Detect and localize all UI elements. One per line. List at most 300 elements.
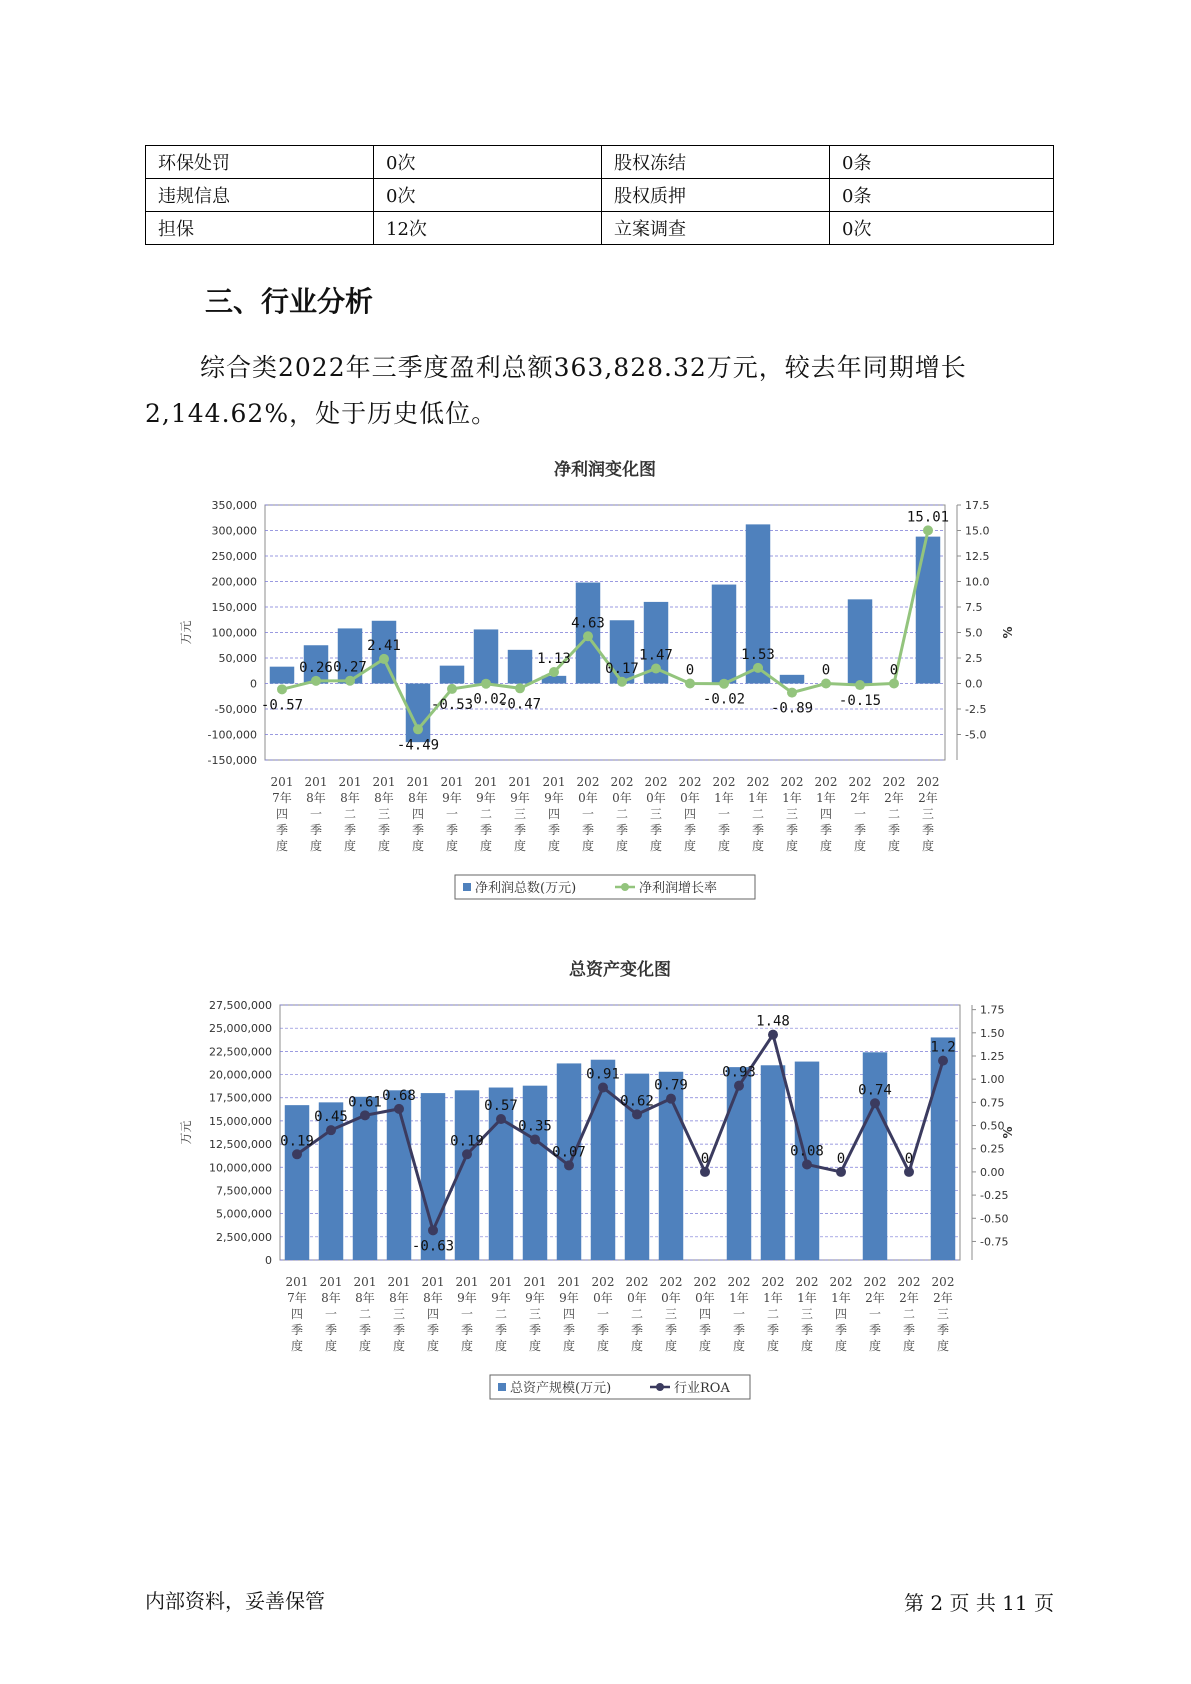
y-tick-label: 2,500,000: [216, 1230, 272, 1244]
data-label: 0.35: [518, 1118, 552, 1135]
table-row: [146, 179, 1054, 212]
x-tick-label: 三: [513, 807, 527, 821]
x-tick-label: 度: [834, 1339, 848, 1353]
x-tick-label: 度: [615, 839, 629, 853]
x-tick-label: 度: [290, 1339, 304, 1353]
x-tick-label: 202: [678, 775, 702, 789]
x-tick-label: 季: [426, 1323, 440, 1337]
table-cell-value: 0次: [374, 146, 602, 179]
x-tick-label: 度: [936, 1339, 950, 1353]
x-tick-label: 202: [644, 775, 668, 789]
x-tick-label: 四: [698, 1307, 712, 1321]
y-tick-label: 0: [250, 677, 257, 691]
x-tick-label: 三: [800, 1307, 814, 1321]
x-tick-label: 202: [931, 1275, 955, 1289]
y-tick-label: -100,000: [207, 728, 257, 742]
data-point: [787, 688, 797, 698]
data-label: 0.91: [586, 1066, 620, 1083]
y2-tick-label: 1.75: [980, 1003, 1005, 1017]
bar: [285, 1105, 309, 1260]
x-tick-label: 9年: [559, 1291, 579, 1305]
x-tick-label: 202: [814, 775, 838, 789]
data-point: [530, 1134, 540, 1144]
x-tick-label: 一: [460, 1307, 474, 1321]
data-label: 1.47: [639, 647, 673, 664]
data-label: 1.13: [537, 650, 571, 667]
x-tick-label: 9年: [525, 1291, 545, 1305]
chart-legend: [490, 1375, 750, 1399]
x-tick-label: 度: [596, 1339, 610, 1353]
x-tick-label: 三: [649, 807, 663, 821]
data-point: [889, 679, 899, 689]
x-tick-label: 季: [324, 1323, 338, 1337]
x-tick-label: 季: [751, 823, 765, 837]
x-tick-label: 201: [270, 775, 294, 789]
y-tick-label: 150,000: [211, 601, 257, 614]
x-tick-label: 度: [664, 1339, 678, 1353]
y-tick-label: 27,500,000: [209, 999, 272, 1012]
x-tick-label: 三: [936, 1307, 950, 1321]
data-point: [311, 676, 321, 686]
x-tick-label: 四: [426, 1307, 440, 1321]
x-tick-label: 季: [513, 823, 527, 837]
x-tick-label: 8年: [340, 791, 360, 805]
data-point: [447, 684, 457, 694]
table-cell-value: 0次: [830, 212, 1054, 245]
bar: [727, 1067, 751, 1260]
x-tick-label: 季: [853, 823, 867, 837]
y-tick-label: -50,000: [214, 703, 257, 716]
legend-label: 总资产规模(万元): [510, 1381, 612, 1396]
legend-dot-swatch: [621, 883, 629, 891]
x-tick-label: 8年: [389, 1291, 409, 1305]
x-tick-label: 季: [528, 1323, 542, 1337]
x-tick-label: 0年: [612, 791, 632, 805]
x-tick-label: 季: [392, 1323, 406, 1337]
x-tick-label: 202: [916, 775, 940, 789]
x-tick-label: 季: [732, 1323, 746, 1337]
y-tick-label: 5,000,000: [216, 1207, 272, 1221]
x-tick-label: 度: [513, 839, 527, 853]
x-tick-label: 8年: [408, 791, 428, 805]
y2-tick-label: -2.5: [965, 703, 987, 716]
x-tick-label: 一: [853, 807, 867, 821]
y-tick-label: 300,000: [211, 524, 257, 538]
x-tick-label: 季: [494, 1323, 508, 1337]
table-cell-value: 0条: [830, 146, 1054, 179]
net-profit-chart: [150, 455, 1030, 915]
x-tick-label: 季: [445, 823, 459, 837]
data-label: 1.2: [930, 1039, 956, 1056]
table-cell-label: 股权质押: [602, 179, 830, 212]
data-point: [428, 1225, 438, 1235]
x-tick-label: 度: [649, 839, 663, 853]
x-tick-label: 季: [921, 823, 935, 837]
y-tick-label: 7,500,000: [216, 1184, 272, 1198]
x-tick-label: 2年: [918, 791, 938, 805]
x-tick-label: 季: [868, 1323, 882, 1337]
x-tick-label: 度: [800, 1339, 814, 1353]
data-label: -0.57: [260, 697, 304, 714]
x-tick-label: 9年: [491, 1291, 511, 1305]
x-tick-label: 0年: [661, 1291, 681, 1305]
x-tick-label: 1年: [797, 1291, 817, 1305]
bar: [353, 1097, 377, 1260]
y-tick-label: 0: [265, 1254, 272, 1267]
x-tick-label: 一: [309, 807, 323, 821]
x-tick-label: 0年: [695, 1291, 715, 1305]
x-tick-label: 二: [479, 807, 493, 821]
x-tick-label: 202: [591, 1275, 615, 1289]
data-point: [360, 1110, 370, 1120]
x-tick-label: 四: [683, 807, 697, 821]
footer-confidential: 内部资料，妥善保管: [145, 1589, 325, 1613]
y-tick-label: 17,500,000: [209, 1091, 272, 1105]
y2-tick-label: 2.5: [965, 652, 983, 665]
table-cell-label: 担保: [146, 212, 374, 245]
y-axis-label: 万元: [179, 620, 193, 645]
x-tick-label: 度: [528, 1339, 542, 1353]
x-tick-label: 度: [445, 839, 459, 853]
y-tick-label: 250,000: [211, 550, 257, 563]
y2-tick-label: -5.0: [965, 728, 987, 742]
x-tick-label: 201: [372, 775, 396, 789]
chart-title: 总资产变化图: [569, 960, 671, 980]
data-label: 0.45: [314, 1109, 348, 1126]
x-tick-label: 一: [868, 1307, 882, 1321]
legend-dot-swatch: [656, 1383, 664, 1391]
x-tick-label: 度: [921, 839, 935, 853]
bar: [712, 585, 736, 684]
data-label: 4.63: [571, 615, 605, 632]
x-tick-label: 2年: [899, 1291, 919, 1305]
x-tick-label: 度: [358, 1339, 372, 1353]
legend-bar-swatch: [463, 883, 471, 891]
x-tick-label: 201: [508, 775, 532, 789]
y2-axis-label: %: [1001, 626, 1015, 639]
data-label: -0.63: [411, 1238, 455, 1255]
data-label: 0.27: [333, 659, 367, 676]
y2-tick-label: 0.75: [980, 1096, 1005, 1110]
x-tick-label: 201: [319, 1275, 343, 1289]
x-tick-label: 季: [309, 823, 323, 837]
data-label: 2.41: [367, 637, 401, 654]
x-tick-label: 季: [630, 1323, 644, 1337]
data-label: 0.17: [605, 660, 639, 677]
data-label: -0.02: [464, 691, 508, 708]
data-point: [413, 724, 423, 734]
x-tick-label: 1年: [729, 1291, 749, 1305]
x-tick-label: 度: [309, 839, 323, 853]
x-tick-label: 季: [698, 1323, 712, 1337]
x-tick-label: 季: [377, 823, 391, 837]
x-tick-label: 202: [829, 1275, 853, 1289]
x-tick-label: 度: [324, 1339, 338, 1353]
x-tick-label: 202: [576, 775, 600, 789]
data-label: 0.93: [722, 1064, 756, 1081]
risk-info-table: [145, 145, 1054, 245]
y2-tick-label: 0.00: [980, 1165, 1005, 1179]
data-label: 0.19: [280, 1133, 314, 1150]
x-tick-label: 季: [800, 1323, 814, 1337]
x-tick-label: 201: [387, 1275, 411, 1289]
y-tick-label: 50,000: [218, 652, 257, 665]
table-row: [146, 146, 1054, 179]
y-tick-label: 350,000: [211, 499, 257, 512]
y-tick-label: -150,000: [207, 754, 257, 767]
x-tick-label: 季: [649, 823, 663, 837]
data-point: [923, 525, 933, 535]
x-tick-label: 202: [897, 1275, 921, 1289]
data-point: [277, 684, 287, 694]
data-label: 0.26: [299, 659, 333, 676]
x-tick-label: 0年: [627, 1291, 647, 1305]
x-tick-label: 季: [664, 1323, 678, 1337]
x-tick-label: 201: [489, 1275, 513, 1289]
x-tick-label: 季: [615, 823, 629, 837]
table-cell-label: 违规信息: [146, 179, 374, 212]
x-tick-label: 201: [353, 1275, 377, 1289]
y2-tick-label: 1.25: [980, 1050, 1005, 1063]
data-label: -0.53: [430, 696, 474, 713]
x-tick-label: 度: [853, 839, 867, 853]
data-point: [821, 679, 831, 689]
table-cell-label: 股权冻结: [602, 146, 830, 179]
x-tick-label: 度: [683, 839, 697, 853]
x-tick-label: 季: [936, 1323, 950, 1337]
y2-tick-label: 12.5: [965, 550, 990, 563]
data-point: [734, 1081, 744, 1091]
x-tick-label: 季: [343, 823, 357, 837]
x-tick-label: 一: [445, 807, 459, 821]
y2-tick-label: 7.5: [965, 601, 983, 614]
data-label: 0.79: [654, 1077, 688, 1094]
data-point: [651, 664, 661, 674]
x-tick-label: 201: [421, 1275, 445, 1289]
data-point: [598, 1083, 608, 1093]
x-tick-label: 9年: [457, 1291, 477, 1305]
x-tick-label: 季: [562, 1323, 576, 1337]
x-tick-label: 2年: [865, 1291, 885, 1305]
x-tick-label: 度: [630, 1339, 644, 1353]
x-tick-label: 季: [902, 1323, 916, 1337]
x-tick-label: 202: [610, 775, 634, 789]
x-tick-label: 201: [523, 1275, 547, 1289]
x-tick-label: 201: [440, 775, 464, 789]
x-tick-label: 一: [324, 1307, 338, 1321]
x-tick-label: 202: [625, 1275, 649, 1289]
x-tick-label: 季: [275, 823, 289, 837]
data-point: [753, 663, 763, 673]
y-tick-label: 20,000,000: [209, 1068, 272, 1082]
x-tick-label: 季: [819, 823, 833, 837]
data-point: [719, 679, 729, 689]
x-tick-label: 季: [834, 1323, 848, 1337]
x-tick-label: 0年: [680, 791, 700, 805]
x-tick-label: 1年: [763, 1291, 783, 1305]
x-tick-label: 201: [542, 775, 566, 789]
y2-tick-label: -0.75: [980, 1235, 1009, 1249]
x-tick-label: 8年: [374, 791, 394, 805]
x-tick-label: 度: [562, 1339, 576, 1353]
bar: [780, 675, 804, 684]
bar: [848, 599, 872, 683]
x-tick-label: 度: [887, 839, 901, 853]
x-tick-label: 8年: [423, 1291, 443, 1305]
x-tick-label: 202: [659, 1275, 683, 1289]
y-tick-label: 12,500,000: [209, 1138, 272, 1152]
y2-tick-label: 5.0: [965, 626, 983, 640]
x-tick-label: 1年: [714, 791, 734, 805]
data-point: [564, 1160, 574, 1170]
x-tick-label: 二: [615, 807, 629, 821]
data-label: 0.08: [790, 1143, 824, 1160]
x-tick-label: 202: [761, 1275, 785, 1289]
data-label: 0: [836, 1150, 846, 1167]
x-tick-label: 1年: [831, 1291, 851, 1305]
footer-page-number: 第 2 页 共 11 页: [904, 1591, 1054, 1615]
data-point: [379, 654, 389, 664]
data-label: -0.15: [838, 693, 882, 710]
x-tick-label: 201: [338, 775, 362, 789]
x-tick-label: 季: [547, 823, 561, 837]
table-cell-value: 0次: [374, 179, 602, 212]
x-tick-label: 度: [411, 839, 425, 853]
data-point: [345, 676, 355, 686]
bar: [523, 1086, 547, 1260]
data-point: [904, 1167, 914, 1177]
x-tick-label: 8年: [321, 1291, 341, 1305]
plot-area: [280, 1005, 960, 1260]
x-tick-label: 三: [785, 807, 799, 821]
x-tick-label: 1年: [748, 791, 768, 805]
data-label: 1.48: [756, 1013, 790, 1030]
x-tick-label: 季: [358, 1323, 372, 1337]
chart-legend: [455, 875, 755, 899]
bar: [931, 1037, 955, 1260]
data-point: [462, 1149, 472, 1159]
table-row: [146, 212, 1054, 245]
y2-tick-label: -0.50: [980, 1212, 1009, 1226]
x-tick-label: 二: [630, 1307, 644, 1321]
x-tick-label: 度: [785, 839, 799, 853]
data-label: 0: [700, 1150, 710, 1167]
y-tick-label: 10,000,000: [209, 1161, 272, 1175]
table-cell-value: 12次: [374, 212, 602, 245]
data-label: 15.01: [906, 509, 950, 526]
x-tick-label: 季: [683, 823, 697, 837]
y2-tick-label: 0.25: [980, 1142, 1005, 1156]
x-tick-label: 度: [902, 1339, 916, 1353]
x-tick-label: 三: [528, 1307, 542, 1321]
x-tick-label: 四: [562, 1307, 576, 1321]
total-assets-chart: [150, 955, 1030, 1415]
x-tick-label: 二: [751, 807, 765, 821]
x-tick-label: 季: [411, 823, 425, 837]
data-label: 0.74: [858, 1082, 892, 1099]
y2-tick-label: 1.00: [980, 1073, 1005, 1087]
x-tick-label: 度: [460, 1339, 474, 1353]
data-point: [496, 1114, 506, 1124]
x-tick-label: 201: [474, 775, 498, 789]
data-point: [292, 1149, 302, 1159]
data-label: 0: [889, 662, 899, 679]
data-point: [481, 679, 491, 689]
data-point: [802, 1159, 812, 1169]
legend-label: 净利润总数(万元): [475, 881, 577, 896]
table-cell-label: 环保处罚: [146, 146, 374, 179]
x-tick-label: 202: [848, 775, 872, 789]
x-tick-label: 度: [732, 1339, 746, 1353]
data-label: 0.57: [484, 1098, 518, 1115]
y2-tick-label: 0.0: [965, 677, 983, 691]
x-tick-label: 2年: [933, 1291, 953, 1305]
data-label: 0.68: [382, 1087, 416, 1104]
chart-svg: [150, 955, 1030, 1415]
x-tick-label: 度: [547, 839, 561, 853]
y-tick-label: 100,000: [211, 626, 257, 640]
table-cell-label: 立案调查: [602, 212, 830, 245]
x-tick-label: 二: [766, 1307, 780, 1321]
data-point: [515, 683, 525, 693]
x-tick-label: 二: [902, 1307, 916, 1321]
x-tick-label: 三: [392, 1307, 406, 1321]
x-tick-label: 季: [581, 823, 595, 837]
x-tick-label: 202: [863, 1275, 887, 1289]
x-tick-label: 四: [275, 807, 289, 821]
x-tick-label: 201: [304, 775, 328, 789]
data-label: -4.49: [396, 737, 440, 754]
data-point: [666, 1094, 676, 1104]
x-tick-label: 一: [596, 1307, 610, 1321]
x-tick-label: 202: [712, 775, 736, 789]
legend-label: 净利润增长率: [639, 881, 718, 896]
x-tick-label: 四: [290, 1307, 304, 1321]
x-tick-label: 度: [392, 1339, 406, 1353]
data-label: 0.07: [552, 1144, 586, 1161]
x-tick-label: 9年: [544, 791, 564, 805]
x-tick-label: 二: [494, 1307, 508, 1321]
x-tick-label: 1年: [782, 791, 802, 805]
data-point: [768, 1030, 778, 1040]
y2-tick-label: -0.25: [980, 1189, 1009, 1203]
x-tick-label: 201: [285, 1275, 309, 1289]
y2-tick-label: 0.50: [980, 1119, 1005, 1133]
data-point: [855, 680, 865, 690]
x-tick-label: 四: [819, 807, 833, 821]
data-point: [836, 1167, 846, 1177]
data-label: 0: [904, 1150, 914, 1167]
x-tick-label: 9年: [510, 791, 530, 805]
data-label: 0.61: [348, 1094, 382, 1111]
x-tick-label: 201: [557, 1275, 581, 1289]
bar: [508, 650, 532, 684]
chart-title: 净利润变化图: [554, 460, 656, 480]
bar: [387, 1090, 411, 1260]
y-axis-label: 万元: [179, 1120, 193, 1145]
x-tick-label: 8年: [306, 791, 326, 805]
x-tick-label: 季: [460, 1323, 474, 1337]
x-tick-label: 季: [766, 1323, 780, 1337]
x-tick-label: 0年: [593, 1291, 613, 1305]
x-tick-label: 度: [479, 839, 493, 853]
x-tick-label: 四: [411, 807, 425, 821]
y2-tick-label: 1.50: [980, 1026, 1005, 1040]
y2-tick-label: 15.0: [965, 524, 990, 538]
x-tick-label: 三: [921, 807, 935, 821]
y2-tick-label: 10.0: [965, 575, 990, 589]
x-tick-label: 度: [868, 1339, 882, 1353]
